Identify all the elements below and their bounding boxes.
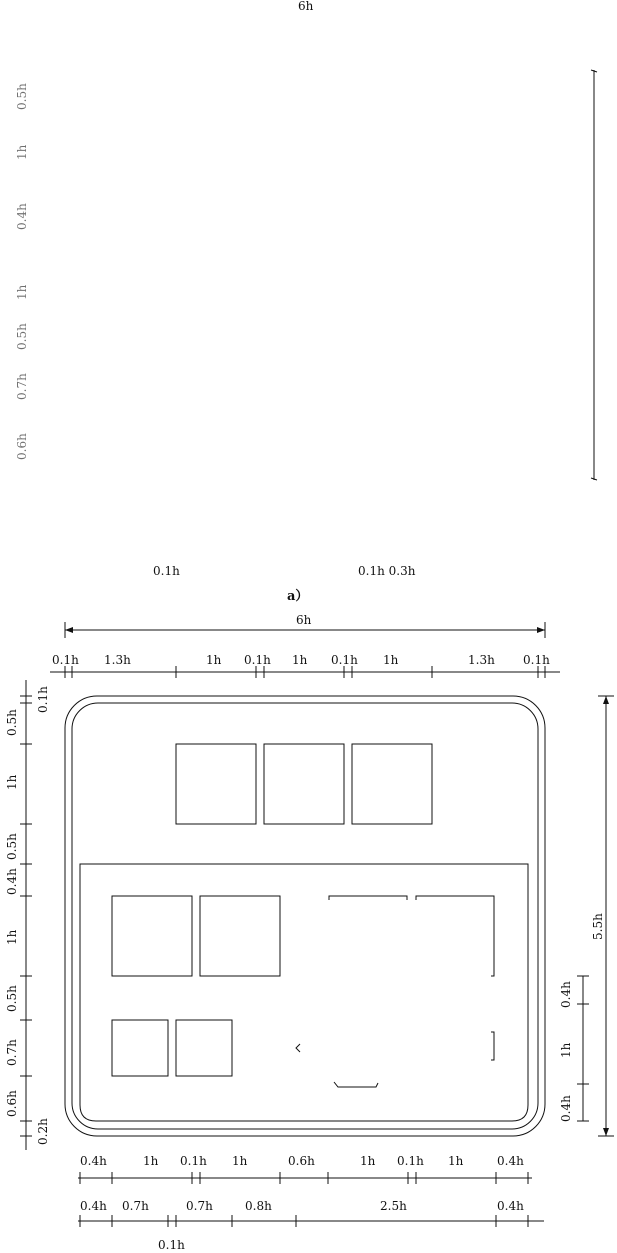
left-dim-label: 0.2h: [36, 1118, 50, 1145]
arrow-mark: [296, 1044, 300, 1052]
upper-square: [264, 744, 344, 824]
top-dim-label: 0.1h: [244, 653, 271, 667]
sign-inner-border: [72, 703, 538, 1129]
right-dim-label: 0.4h: [559, 1095, 573, 1122]
sign-outer-border: [65, 696, 545, 1136]
figure-caption: a）: [287, 589, 309, 604]
fragment-left-label: 0.5h: [15, 83, 29, 110]
top-dim-label: 0.1h: [331, 653, 358, 667]
left-dim-label: 0.4h: [5, 868, 19, 895]
fragment-left-label: 0.7h: [15, 373, 29, 400]
bottom-dim-label: 0.4h: [497, 1199, 524, 1213]
bottom-dim-label: 0.1h: [158, 1238, 185, 1252]
bottom-dim-label: 0.1h: [397, 1154, 424, 1168]
bottom-square: [112, 1020, 168, 1076]
figure-a-fragment: [15, 0, 597, 578]
left-dim-label: 0.7h: [5, 1039, 19, 1066]
top-dim-label: 0.1h: [523, 653, 550, 667]
top-dim-label: 0.1h: [52, 653, 79, 667]
left-dim-label: 0.5h: [5, 833, 19, 860]
fragment-left-label: 0.6h: [15, 433, 29, 460]
bottom-dim-label: 0.8h: [245, 1199, 272, 1213]
overall-width-label: 6h: [296, 613, 312, 627]
bottom-dim-label: 0.4h: [497, 1154, 524, 1168]
bottom-dim-label: 1h: [448, 1154, 464, 1168]
dimension-labels: [5, 613, 605, 1252]
upper-square: [176, 744, 256, 824]
bottom-dim-label: 0.4h: [80, 1199, 107, 1213]
top-dim-label: 1h: [292, 653, 308, 667]
bottom-dim-label: 0.7h: [122, 1199, 149, 1213]
bracket-outline: [329, 896, 407, 900]
bottom-dim-label: 1h: [360, 1154, 376, 1168]
top-dim-label: 1.3h: [468, 653, 495, 667]
top-dim-label: 1h: [206, 653, 222, 667]
lower-panel: [80, 864, 528, 1121]
fragment-left-label: 1h: [15, 144, 29, 160]
bracket-outline: [416, 896, 494, 976]
left-dim-label: 1h: [5, 774, 19, 790]
bottom-dim-label: 0.4h: [80, 1154, 107, 1168]
bottom-square: [176, 1020, 232, 1076]
left-dim-label: 0.5h: [5, 985, 19, 1012]
middle-square: [112, 896, 192, 976]
bottom-dim-label: 1h: [143, 1154, 159, 1168]
upper-square: [352, 744, 432, 824]
fragment-bottom-label: 0.1h 0.3h: [358, 564, 416, 578]
hook-mark: [334, 1082, 378, 1087]
top-dim-label: 1h: [383, 653, 399, 667]
overall-height-label: 5.5h: [591, 913, 605, 940]
bottom-dim-label: 0.6h: [288, 1154, 315, 1168]
fragment-bottom-label: 0.1h: [153, 564, 180, 578]
left-dim-label: 0.6h: [5, 1090, 19, 1117]
sign-drawing: [65, 696, 545, 1136]
middle-square: [200, 896, 280, 976]
right-dim-label: 1h: [559, 1042, 573, 1058]
bottom-dim-label: 0.7h: [186, 1199, 213, 1213]
bottom-dim-label: 0.1h: [180, 1154, 207, 1168]
left-dim-label: 0.5h: [5, 709, 19, 736]
left-dim-label: 1h: [5, 929, 19, 945]
fragment-title-label: 6h: [298, 0, 314, 13]
top-dim-label: 1.3h: [104, 653, 131, 667]
bottom-dim-label: 1h: [232, 1154, 248, 1168]
fragment-left-label: 1h: [15, 284, 29, 300]
fragment-left-label: 0.4h: [15, 203, 29, 230]
fragment-left-label: 0.5h: [15, 323, 29, 350]
bracket-mark: [491, 1032, 494, 1060]
left-dim-label: 0.1h: [36, 686, 50, 713]
right-dim-label: 0.4h: [559, 981, 573, 1008]
bottom-dim-label: 2.5h: [380, 1199, 407, 1213]
